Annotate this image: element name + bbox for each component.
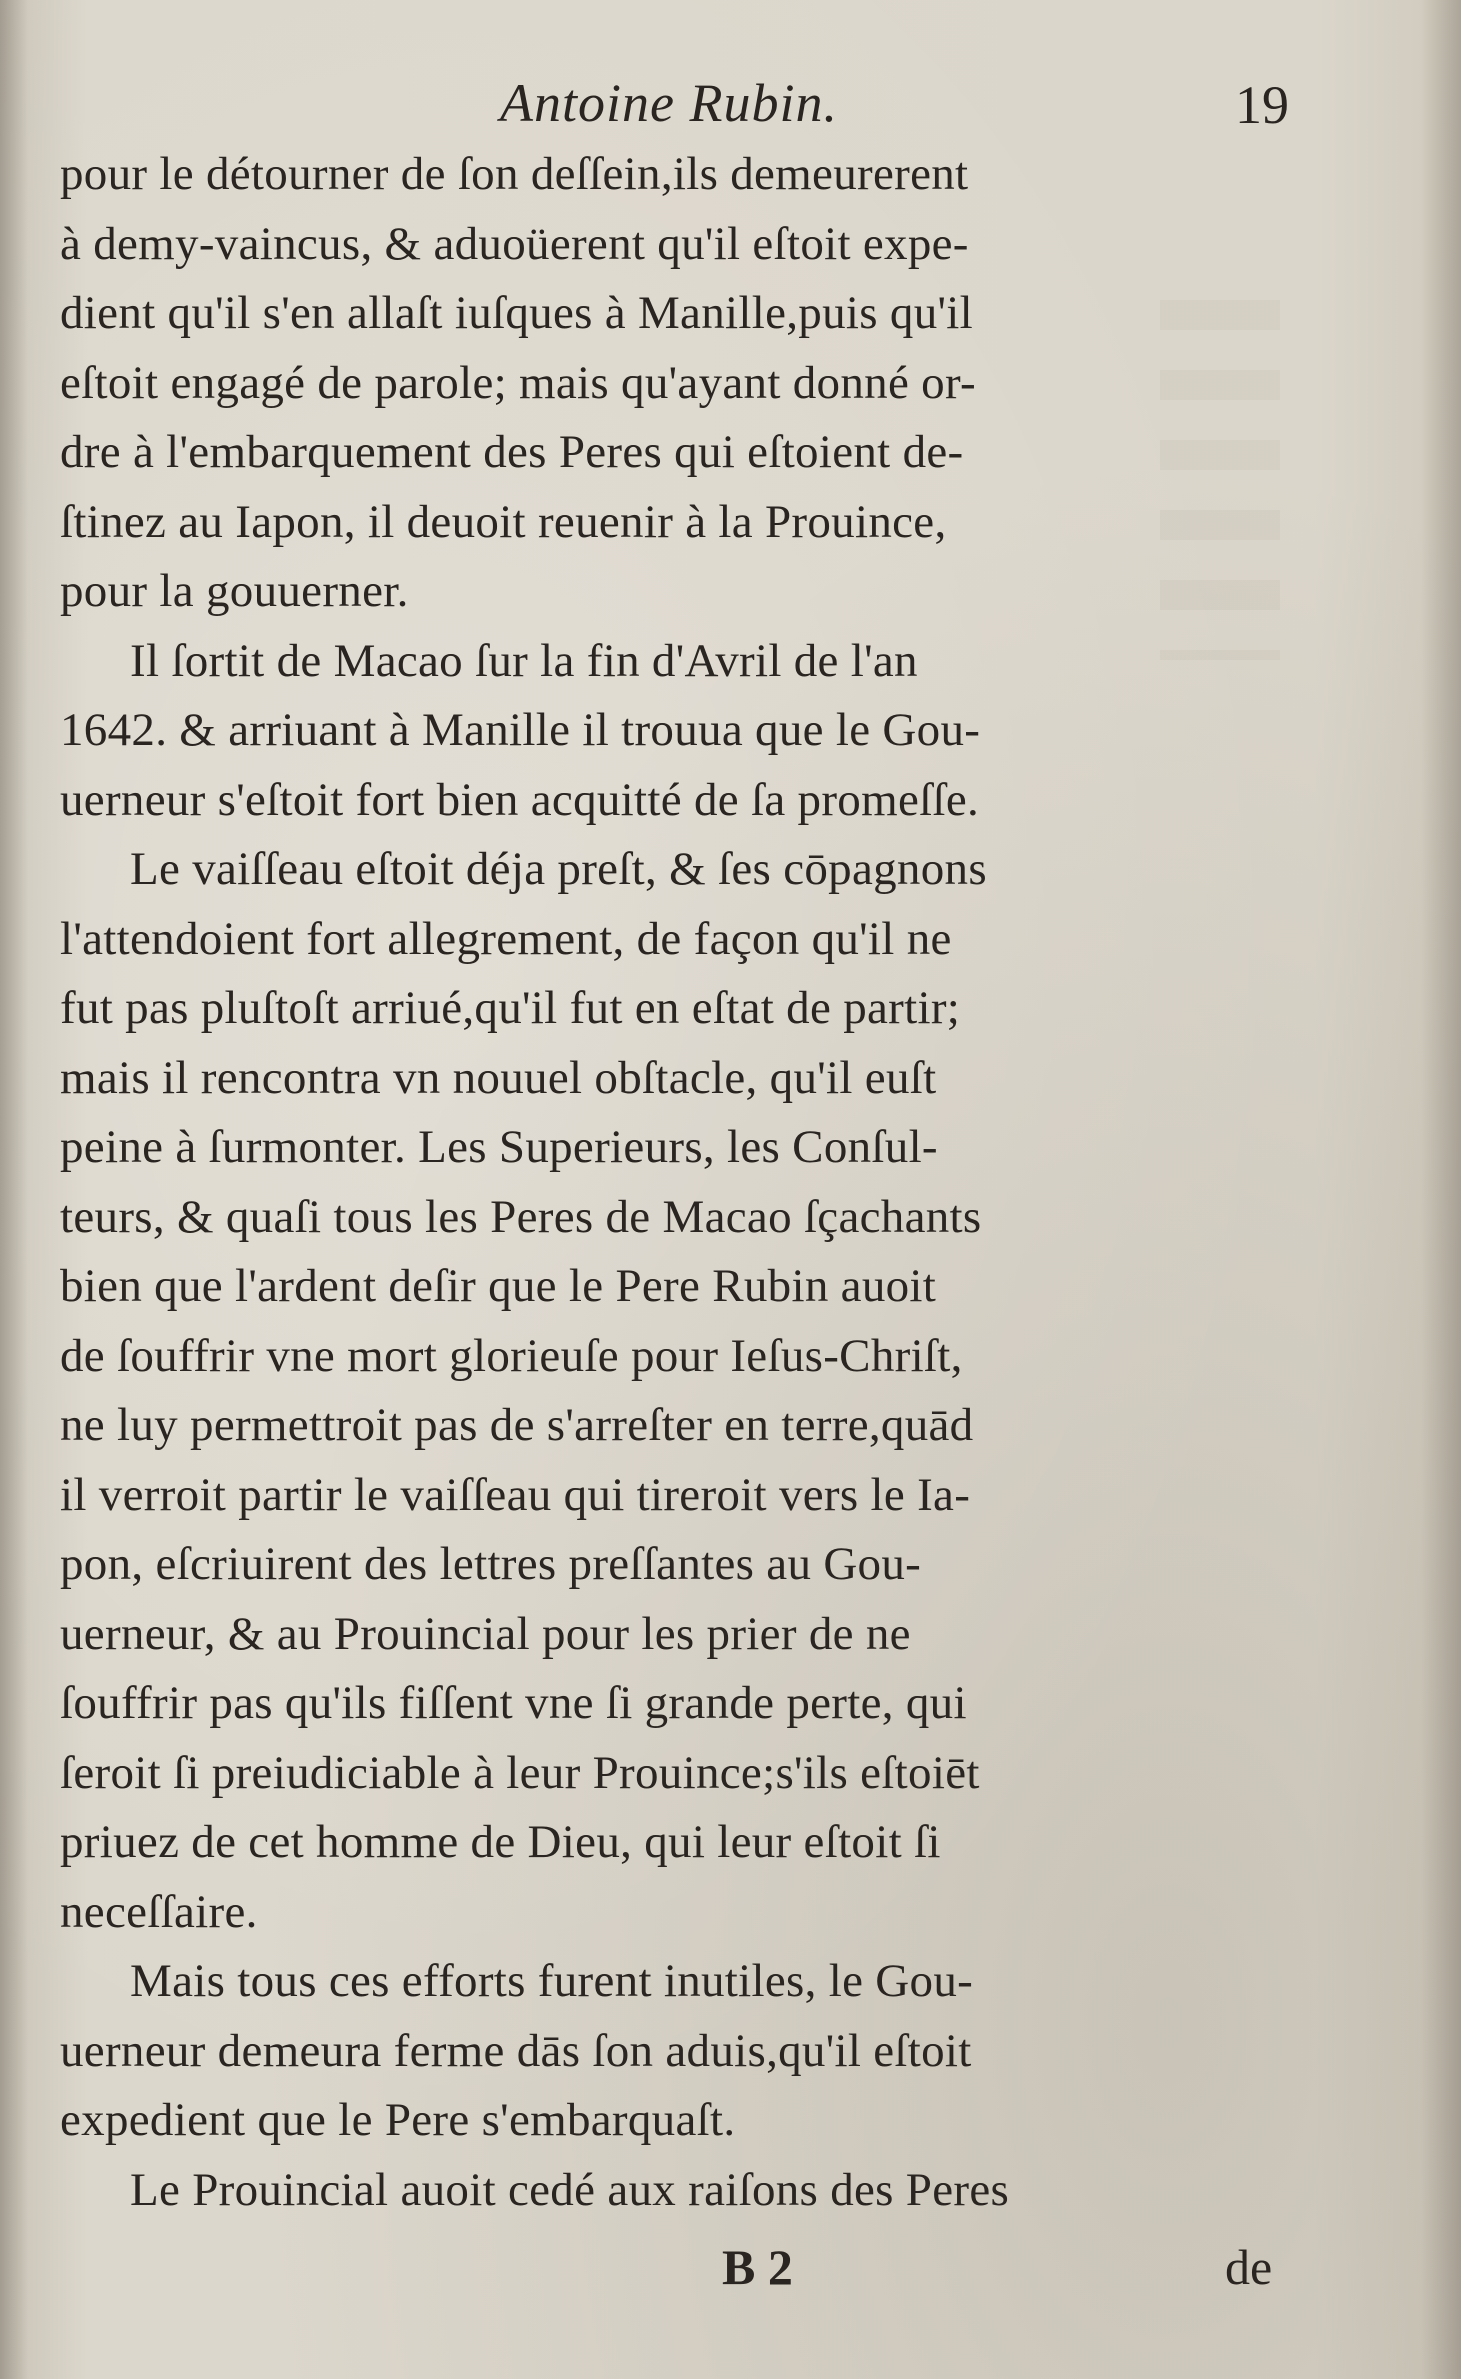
text-line: pon, eſcriuirent des lettres preſſantes au Gou- xyxy=(60,1538,922,1590)
text-line: uerneur s'eſtoit fort bien acquitté de ſa promeſſe. xyxy=(60,773,980,826)
page-left-shadow xyxy=(0,0,28,2379)
paragraph-start-line: Mais tous ces efforts furent inutiles, le Gou- xyxy=(130,1955,974,2007)
text-line: ſouffrir pas qu'ils fiſſent vne ſi grande perte, qui xyxy=(60,1677,967,1729)
text-line: uerneur, & au Prouincial pour les prier de ne xyxy=(60,1607,911,1660)
text-line: dre à l'embarquement des Peres qui eſtoient de- xyxy=(60,426,964,478)
text-line: il verroit partir le vaiſſeau qui tireroit vers le Ia- xyxy=(60,1468,971,1521)
text-line: ſeroit ſi preiudiciable à leur Prouince;s'ils eſtoiēt xyxy=(60,1746,980,1799)
text-line: de ſouffrir vne mort glorieuſe pour Ieſus-Chriſt, xyxy=(60,1329,963,1382)
running-head xyxy=(60,72,1300,142)
text-line: bien que l'ardent deſir que le Pere Rubin auoit xyxy=(60,1260,937,1312)
body-text xyxy=(60,140,1300,2225)
text-line: expedient que le Pere s'embarquaſt. xyxy=(60,2094,736,2146)
printer-signature-mark: B 2 xyxy=(722,2239,793,2295)
running-title: Antoine Rubin. xyxy=(500,73,838,133)
text-line: fut pas pluſtoſt arriué,qu'il fut en eſtat de partir; xyxy=(60,982,961,1034)
text-line: eſtoit engagé de parole; mais qu'ayant donné or- xyxy=(60,356,976,409)
text-line: mais il rencontra vn nouuel obſtacle, qu'il euſt xyxy=(60,1051,937,1104)
text-line: 1642. & arriuant à Manille il trouua que le Gou- xyxy=(60,704,981,756)
text-line: pour le détourner de ſon deſſein,ils demeurerent xyxy=(60,148,969,200)
page-right-shadow xyxy=(1421,0,1461,2379)
text-line: peine à ſurmonter. Les Superieurs, les Conſul- xyxy=(60,1121,938,1173)
text-line: ne luy permettroit pas de s'arreſter en terre,quād xyxy=(60,1399,974,1451)
text-line: priuez de cet homme de Dieu, qui leur eſtoit ſi xyxy=(60,1816,941,1868)
text-line: uerneur demeura ferme dās ſon aduis,qu'il eſtoit xyxy=(60,2024,972,2077)
paragraph-start-line: Il ſortit de Macao ſur la fin d'Avril de l'an xyxy=(130,634,918,687)
text-line: neceſſaire. xyxy=(60,1885,258,1938)
text-line: l'attendoient fort allegrement, de façon qu'il ne xyxy=(60,912,952,965)
text-line: pour la gouuerner. xyxy=(60,565,409,617)
paragraph-start-line: Le vaiſſeau eſtoit déja preſt, & ſes cōpagnons xyxy=(130,843,987,895)
text-line: dient qu'il s'en allaſt iuſques à Manille,puis qu'il xyxy=(60,287,973,339)
text-line: ſtinez au Iapon, il deuoit reuenir à la Prouince, xyxy=(60,495,947,548)
page-number: 19 xyxy=(1235,75,1289,135)
text-line: à demy-vaincus, & aduoüerent qu'il eſtoit expe- xyxy=(60,217,969,270)
text-line: teurs, & quaſi tous les Peres de Macao ſçachants xyxy=(60,1190,982,1243)
catchword: de xyxy=(1225,2239,1273,2295)
paragraph-start-line: Le Prouincial auoit cedé aux raiſons des Peres xyxy=(130,2163,1010,2216)
